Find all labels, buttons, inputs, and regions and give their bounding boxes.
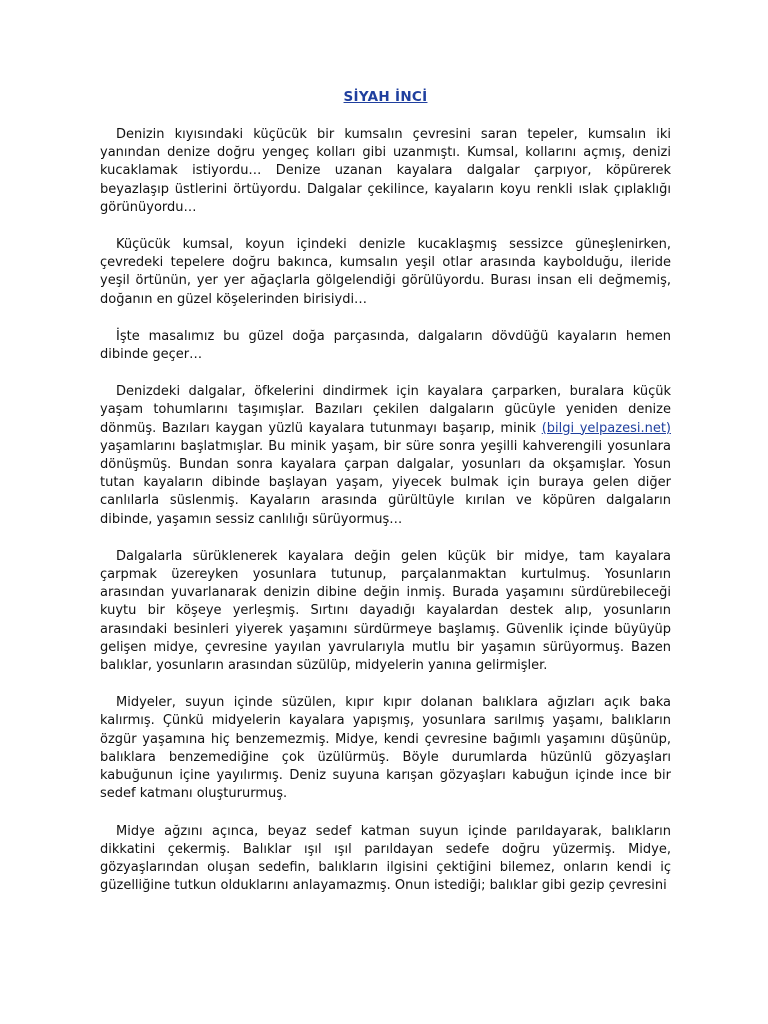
paragraph-4 — [100, 383, 671, 529]
paragraph-7: Midye ağzını açınca, beyaz sedef katman suyun içinde parıldayarak, balıkların dikkatini çekermiş. Balıklar ışıl ışıl parıldayan sedefe doğru yüzermiş. Midye, gözyaşlarından oluşan sedefin, balıkların ilgisini çektiğini bilemez, onların kendi iç güzelliğine tutkun olduklarını anlayamazmış. Onun istediği; balıklar gibi gezip çevresini — [100, 823, 671, 894]
paragraph-4-start: Denizdeki dalgalar, öfkelerini dindirmek için kayalara çarparken, buralara küçük yaşam tohumlarını taşımışlar. Bazıları çekilen dalgaların gücüyle yeniden denize dönmüş. Bazıları kaygan yüzlü kayalara tutunmayı başarıp, minik — [100, 384, 671, 436]
document-page — [100, 0, 671, 1024]
document-body — [100, 126, 671, 914]
paragraph-6: Midyeler, suyun içinde süzülen, kıpır kıpır dolanan balıklara ağızları açık baka kalırmış. Çünkü midyelerin kayalara yapışmış, yosunlara sarılmış yaşamı, balıkların özgür yaşamına hiç benzemezmiş. Midye, kendi çevresine bağımlı yaşamını düşünüp, balıklara benzemediğine çok üzülürmüş. Böyle durumlarda hüzünlü gözyaşları kabuğunun içine yayılırmış. Deniz suyuna karışan gözyaşları kabuğun içinde ince bir sedef katmanı oluştururmuş. — [100, 695, 671, 802]
paragraph-1: Denizin kıyısındaki küçücük bir kumsalın çevresini saran tepeler, kumsalın iki yanından denize doğru yengeç kolları gibi uzanmıştı. Kumsal, kollarını açmış, denizi kucaklamak istiyordu… Denize uzanan kayalara dalgalar çarpıyor, köpürerek beyazlaşıp üstlerini örtüyordu. Dalgalar çekilince, kayaların koyu renkli ıslak çıplaklığı görünüyordu… — [100, 127, 671, 215]
source-link[interactable]: (bilgi yelpazesi.net) — [541, 420, 671, 436]
paragraph-2: Küçücük kumsal, koyun içindeki denizle kucaklaşmış sessizce güneşlenirken, çevredeki tepelere doğru bakınca, kumsalın yeşil otlar arasında kaybolduğu, ileride yeşil örtünün, yer yer ağaçlarla gölgelendiği görülüyordu. Burası insan eli değmemiş, doğanın en güzel köşelerinden birisiydi… — [100, 237, 671, 307]
paragraph-5: Dalgalarla sürüklenerek kayalara değin gelen küçük bir midye, tam kayalara çarpmak üzereyken yosunlara tutunup, parçalanmaktan kurtulmuş. Yosunların arasından yuvarlanarak denizin dibine değin inmiş. Burada yaşamını sürdürebileceği kuytu bir köşeye yerleşmiş. Sırtını dayadığı kayalardan destek alıp, yosunların arasındaki besinleri yiyerek yaşamını sürdürmeye başlamış. Güvenlik içinde büyüyüp gelişen midye, çevresine yayılan yavrularıyla mutlu bir yaşamın sürüyormuş. Bazen balıklar, yosunların arasından süzülüp, midyelerin yanına gelirmişler. — [100, 548, 671, 674]
paragraph-4-end: yaşamlarını başlatmışlar. Bu minik yaşam, bir süre sonra yeşilli kahverengili yosunlara dönüşmüş. Bundan sonra kayalara çarpan dalgalar, yosunları da okşamışlar. Yosun tutan kayaların dibinde başlayan yaşam, yiyecek bulmak için buraya gelen diğer canlılarla süslenmiş. Kayaların arasında gürültüyle kırılan ve köpüren dalgaların dibinde, yaşamın sessiz canlılığı sürüyormuş… — [100, 438, 671, 527]
paragraph-3: İşte masalımız bu güzel doğa parçasında, dalgaların dövdüğü kayaların hemen dibinde geçer… — [100, 328, 671, 363]
document-title: SİYAH İNCİ — [343, 89, 428, 105]
